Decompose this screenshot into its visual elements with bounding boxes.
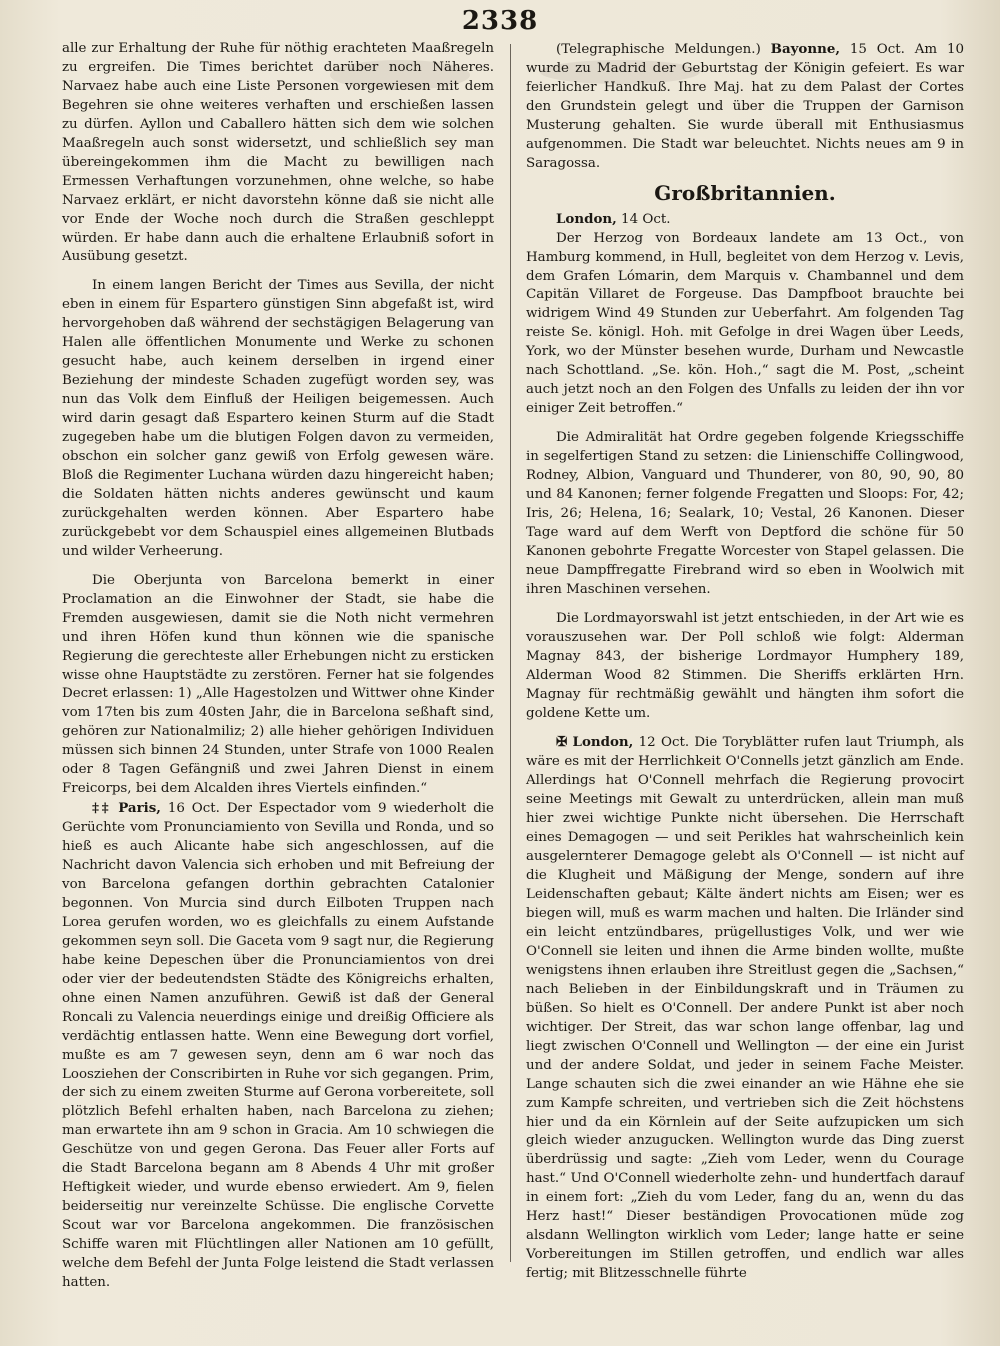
dateline: London, <box>572 734 634 751</box>
article-paragraph: Die Oberjunta von Barcelona bemerkt in einer Proclamation an die Einwohner der Stadt, sie habe die Fremden ausgewiesen, damit sie die Noth nicht vermehren und ihren Höfen kund thun können wie die spanische Regierung die gerechteste aller Erhebungen nicht zu ersticken wisse ohne Hauptstädte zu zerstören. Ferner hat sie folgendes Decret erlassen: 1) „Alle Hagestolzen und Wittwer ohne Kinder vom 17ten bis zum 40sten Jahr, die in Barcelona seßhaft sind, gehören zur Nationalmiliz; 2) alle hieher gehörigen Individuen müssen sich binnen 24 Stunden, unter Strafe von 1000 Realen oder 8 Tagen Gefängniß und zwei Jahren Dienst in einem Freicorps, bei dem Alcalden ihres Viertels einfinden.“ <box>62 572 494 797</box>
article-text: 16 Oct. Der Espectador vom 9 wiederholt die Gerüchte vom Pronunciamiento von Sevilla und Ronda, und so hieß es auch Alicante habe sich angeschlossen, auf die Nachricht davon Valencia sich erhoben und mit Befreiung der von Barcelona gefangen dorthin gebrachten Catalonier begonnen. Von Murcia sind durch Eilboten Truppen nach Lorea gerufen worden, wo es gleichfalls zu einem Aufstande gekommen seyn soll. Die Gaceta vom 9 sagt nur, die Regierung habe keine Depeschen über die Pronunciamientos von drei oder vier der bedeutendsten Städte des Königreichs erhalten, ohne einen Namen anzuführen. Gewiß ist daß der General Roncali zu Valencia neuerdings einige und dreißig Officiere als verdächtig entlassen hatte. Wenn eine Bewegung dort vorfiel, mußte es am 7 gewesen seyn, denn am 6 war noch das Loosziehen der Conscribirten in Ruhe vor sich gegangen. Prim, der sich zu einem zweiten Sturme auf Gerona vorbereitete, soll plötzlich Befehl erhalten haben, nach Barcelona zu ziehen; man erwartete ihn am 9 schon in Gracia. Am 10 schwiegen die Geschütze von und gegen Gerona. Das Feuer aller Forts auf die Stadt Barcelona begann am 8 Abends 4 Uhr mit großer Heftigkeit wieder, und wurde ebenso erwiedert. Am 9, fielen beiderseitig nur vereinzelte Schüsse. Die englische Corvette Scout war vor Barcelona angekommen. Die französischen Schiffe waren mit Flüchtlingen aller Nationen am 10 gefüllt, welche dem Befehl der Junta Folge leistend die Stadt verlassen hatten. <box>62 801 494 1290</box>
article-paragraph: alle zur Erhaltung der Ruhe für nöthig erachteten Maaßregeln zu ergreifen. Die Times berichtet darüber noch Näheres. Narvaez habe auch eine Liste Personen vorgewiesen mit dem Begehren sie ohne weiteres verhaften und erschießen lassen zu dürfen. Ayllon und Caballero hätten sich dem wie solchen Maaßregeln auch sonst widersetzt, und schließlich sey man übereingekommen ihm die Macht zu bewilligen nach Ermessen Verhaftungen vorzunehmen, ohne welche, so habe Narvaez erklärt, er nicht davorstehn könne daß sie nicht alle vor Ende der Woche noch durch die Straßen geschleppt würden. Er habe dann auch die erhaltene Erlaubniß sofort in Ausübung gesetzt. <box>62 41 494 265</box>
article-paragraph <box>62 799 494 1293</box>
article-text: 12 Oct. Die Toryblätter rufen laut Triumph, als wäre es mit der Herrlichkeit O'Connells jetzt gänzlich am Ende. Allerdings hat O'Connell mehrfach die Regierung provocirt seine Meetings mit Gewalt zu unterdrücken, allein man muß hier zwei wichtige Punkte nicht übersehen. Die Herrschaft eines Demagogen — und seit Perikles hat wahrscheinlich kein ausgelernterer Demagoge gelebt als O'Connell — ist nicht auf die Klugheit und Mäßigung der Menge, sondern auf ihre Leidenschaften gebaut; Kälte ändert nichts am Eisen; wer es biegen will, muß es warm machen und halten. Die Irländer sind ein leicht entzündbares, prügellustiges Volk, und wer wie O'Connell sie leiten und ihnen die Arme binden wollte, mußte wenigstens ihnen erlauben ihre Streitlust gegen die „Sachsen,“ nach Belieben in der Einbildungskraft und in Träumen zu büßen. So hielt es O'Connell. Der andere Punkt ist aber noch wichtiger. Der Streit, das war schon lange offenbar, lag und liegt zwischen O'Connell und Wellington — der eine ein Jurist und der andere Soldat, und jeder in seinem Fache Meister. Lange schauten sich die zwei einander an wie Hähne ehe sie zum Kampfe schreiten, und vertrieben sich die Zeit höchstens hier und da ein Körnlein auf der Seite aufzupicken um sich gleich wieder anzugucken. Wellington wurde das Ding zuerst überdrüssig und sagte: „Zieh vom Leder, wenn du Courage hast.“ Und O'Connell wiederholte zehn- und hundertfach darauf in einem fort: „Zieh du vom Leder, fang du an, wenn du das Herz hast!“ Dieser beständigen Provocationen müde zog alsdann Wellington wirklich vom Leder; lange hatte er seine Vorbereitungen im Stillen getroffen, und endlich war alles fertig; mit Blitzesschnelle führte <box>526 735 964 1282</box>
left-column <box>62 40 494 1293</box>
section-heading: Großbritannien. <box>654 180 836 205</box>
article-paragraph: In einem langen Bericht der Times aus Sevilla, der nicht eben in einem für Espartero günstigen Sinn abgefaßt ist, wird hervorgehoben daß während der sechstägigen Belagerung van Halen alle öffentlichen Monumente und Werke zu schonen gesucht habe, auch keinem derselben in irgend einer Beziehung der mindeste Schaden zugefügt worden sey, was nun das Volk dem Einfluß der Heiligen beigemessen. Auch wird darin gesagt daß Espartero keinen Sturm auf die Stadt zugegeben habe um die blutigen Folgen davon zu vermeiden, obschon ein solcher ganz gewiß von Erfolg gewesen wäre. Bloß die Regimenter Luchana würden dazu hingereicht haben; die Soldaten hätten nichts anderes gewünscht und kaum zurückgehalten werden können. Aber Espartero habe zurückgebebt vor dem Schauspiel eines allgemeinen Blutbads und wilder Verheerung. <box>62 278 494 559</box>
telegraph-lead: (Telegraphische Meldungen.) <box>556 42 761 57</box>
article-paragraph: Die Admiralität hat Ordre gegeben folgende Kriegsschiffe in segelfertigen Stand zu setzen: die Linienschiffe Collingwood, Rodney, Albion, Vanguard und Thunderer, von 80, 90, 90, 80 und 84 Kanonen; ferner folgende Fregatten und Sloops: For, 42; Iris, 26; Helena, 16; Sealark, 10; Vestal, 26 Kanonen. Dieser Tage ward auf dem Werft von Deptford die schöne für 50 Kanonen gebohrte Fregatte Worcester von Stapel gelassen. Die neue Dampffregatte Firebrand wird so eben in Woolwich mit ihren Maschinen versehen. <box>526 430 964 597</box>
right-column <box>526 40 964 1284</box>
dateline-date: 14 Oct. <box>621 211 671 227</box>
article-paragraph <box>526 40 964 174</box>
article-text: 15 Oct. Am 10 wurde zu Madrid der Geburtstag der Königin gefeiert. Es war feierlicher Handkuß. Ihre Maj. hat zu dem Palast der Cortes den Grundstein gelegt und über die Truppen der Garnison Musterung gehalten. Sie wurde überall mit Enthusiasmus aufgenommen. Die Stadt war beleuchtet. Nichts neues am 9 in Saragossa. <box>526 42 964 171</box>
dateline: London, <box>556 210 617 227</box>
column-divider <box>510 44 511 1262</box>
correspondent-mark: ‡‡ <box>92 800 112 817</box>
dateline: Bayonne, <box>770 41 841 57</box>
dateline-line <box>526 210 964 230</box>
article-paragraph <box>526 733 964 1284</box>
dateline: Paris, <box>118 800 161 817</box>
article-paragraph: Die Lordmayorswahl ist jetzt entschieden, in der Art wie es vorauszusehen war. Der Poll schloß wie folgt: Alderman Magnay 843, der bisherige Lordmayor Humphery 189, Alderman Wood 82 Stimmen. Die Sheriffs erklärten Hrn. Magnay für rechtmäßig gewählt und hängten ihm sofort die goldene Kette um. <box>526 610 964 721</box>
article-paragraph: Der Herzog von Bordeaux landete am 13 Oct., von Hamburg kommend, in Hull, begleitet von dem Herzog v. Levis, dem Grafen Lómarin, dem Marquis v. Chambannel und dem Capitän Villaret de Forgeuse. Das Dampfboot brauchte bei widrigem Wind 49 Stunden zur Ueberfahrt. Am folgenden Tag reiste Se. königl. Hoh. mit Gefolge in drei Wagen über Leeds, York, wo der Münster besehen wurde, Durham und Newcastle nach Schottland. „Se. kön. Hoh.,“ sagt die M. Post, „scheint auch jetzt noch an den Folgen des Unfalls zu leiden der ihn vor einiger Zeit betroffen.“ <box>526 230 964 417</box>
page-number: 2338 <box>461 6 539 36</box>
correspondent-mark: ✠ <box>556 734 568 751</box>
